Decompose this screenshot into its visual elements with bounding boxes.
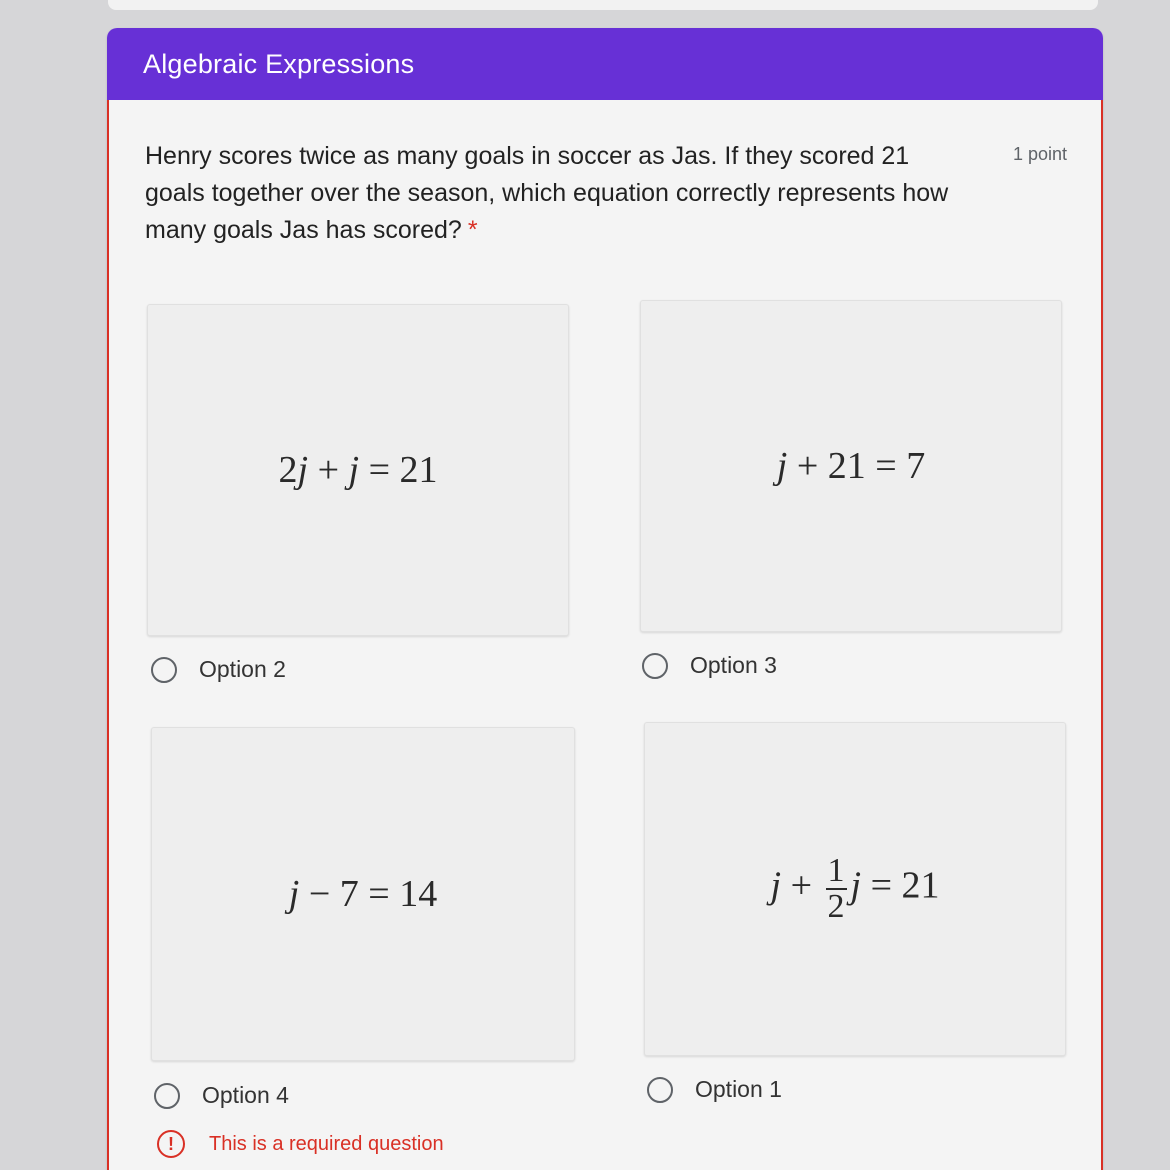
equation: j + 21 = 7 [776,445,926,487]
form-card [107,28,1103,1170]
option-label: Option 4 [202,1082,289,1108]
points-label: 1 point [1012,144,1067,164]
radio-option[interactable] [647,1076,782,1103]
option-image-card[interactable] [640,300,1062,632]
radio-option[interactable] [151,656,286,683]
equation: j − 7 = 14 [288,873,438,915]
radio-option[interactable] [642,652,777,679]
radio-button[interactable] [642,653,668,679]
fraction: $\frac{1}{2}$ [827,852,845,925]
error-text: This is a required question [209,1132,444,1155]
required-asterisk: * [467,216,478,244]
option-label: Option 3 [690,652,777,678]
option-image-card[interactable] [147,304,569,636]
option-label: Option 1 [695,1076,782,1102]
radio-option[interactable] [154,1082,289,1109]
radio-button[interactable] [154,1083,180,1109]
option-label: Option 2 [199,656,286,682]
equation: j + $\frac{1}{2}$ j = 21 [770,852,940,925]
radio-button[interactable] [647,1077,673,1103]
equation: 2j + j = 21 [278,449,438,491]
option-image-card[interactable] [151,727,575,1061]
previous-card-edge [108,0,1098,10]
question-prompt: Henry scores twice as many goals in soccer as Jas. If they scored 21 goals together over the season, which equation correctly represents how many goals Jas has scored? [145,142,949,244]
question-text [145,138,955,249]
radio-button[interactable] [151,657,177,683]
error-icon: ! [157,1130,185,1158]
section-header [107,28,1103,100]
required-error [157,1130,444,1158]
section-title: Algebraic Expressions [143,48,415,79]
question-block [107,100,1103,1170]
option-image-card[interactable] [644,722,1066,1056]
